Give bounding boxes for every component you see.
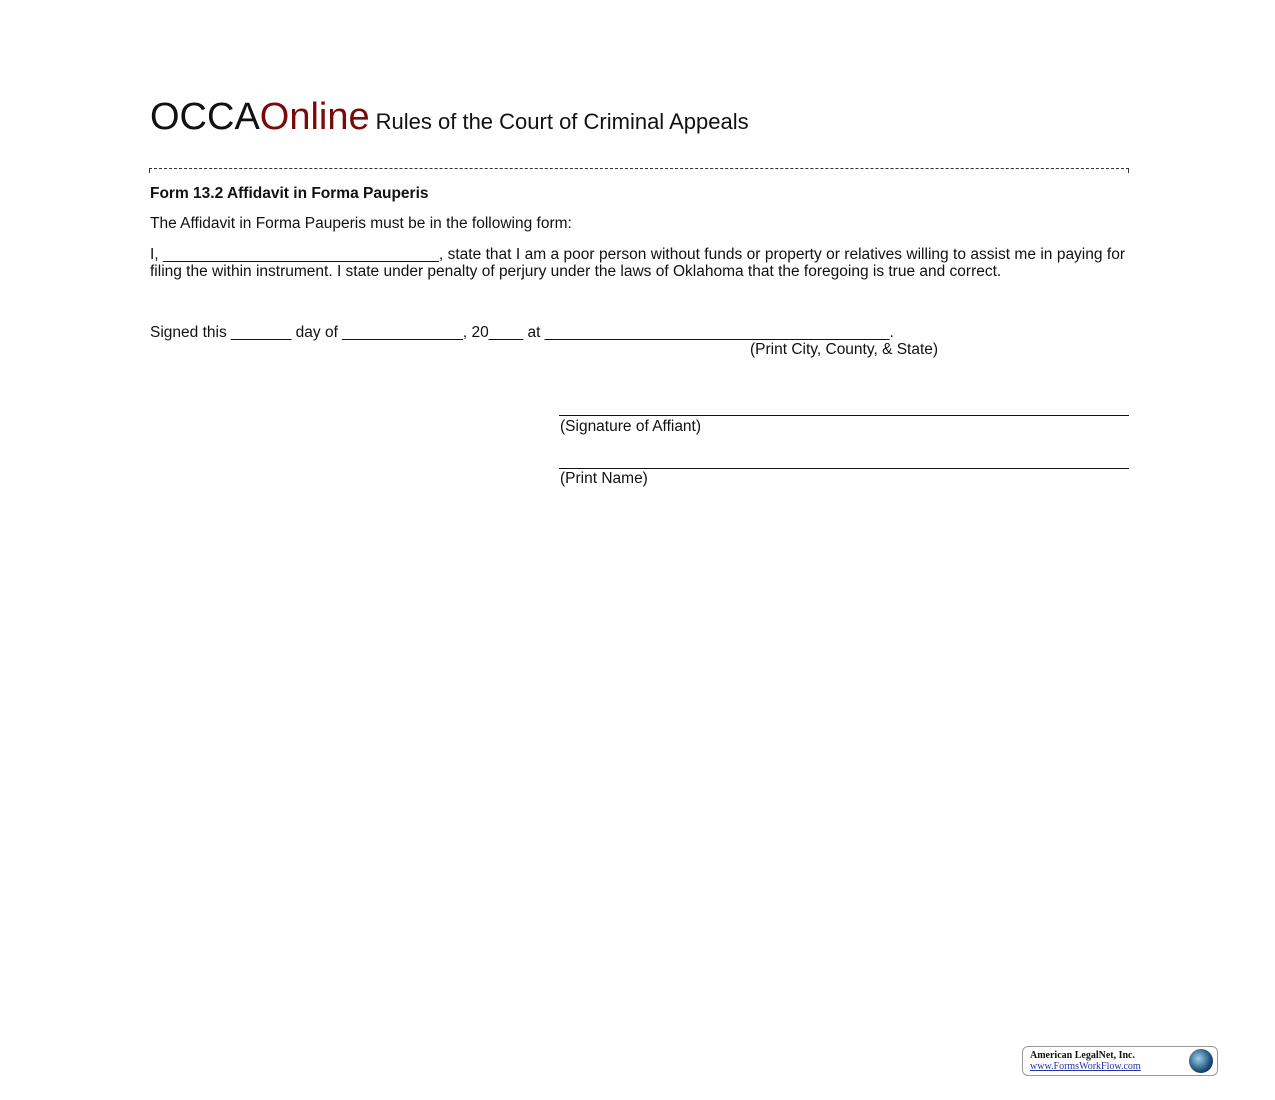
affidavit-paragraph: I, ________________________________, state that I am a poor person without funds or property or relatives willing to assist me in paying for filing the within instrument. I state under penalty of perjury under the laws of Oklahoma that the foregoing is true and correct. (150, 246, 1125, 280)
footer-logo[interactable] (1022, 1046, 1218, 1076)
dashed-divider (149, 168, 1129, 173)
company-url[interactable]: www.FormsWorkFlow.com (1030, 1061, 1141, 1072)
globe-icon (1189, 1049, 1213, 1073)
form-title: Form 13.2 Affidavit in Forma Pauperis (150, 185, 429, 202)
signed-line: Signed this _______ day of ______________, 20____ at ________________________________________. (150, 324, 894, 341)
company-name: American LegalNet, Inc. (1030, 1050, 1135, 1061)
header-subtitle: Rules of the Court of Criminal Appeals (375, 109, 749, 134)
print-name-label: (Print Name) (560, 470, 648, 487)
site-logo (150, 96, 749, 139)
form-intro: The Affidavit in Forma Pauperis must be in the following form: (150, 215, 572, 232)
city-hint: (Print City, County, & State) (750, 341, 939, 358)
signature-line (559, 415, 1129, 416)
print-name-line (559, 468, 1129, 469)
brand-occa: OCCA (150, 96, 260, 138)
brand-online: Online (259, 96, 370, 138)
signature-label: (Signature of Affiant) (560, 418, 702, 435)
